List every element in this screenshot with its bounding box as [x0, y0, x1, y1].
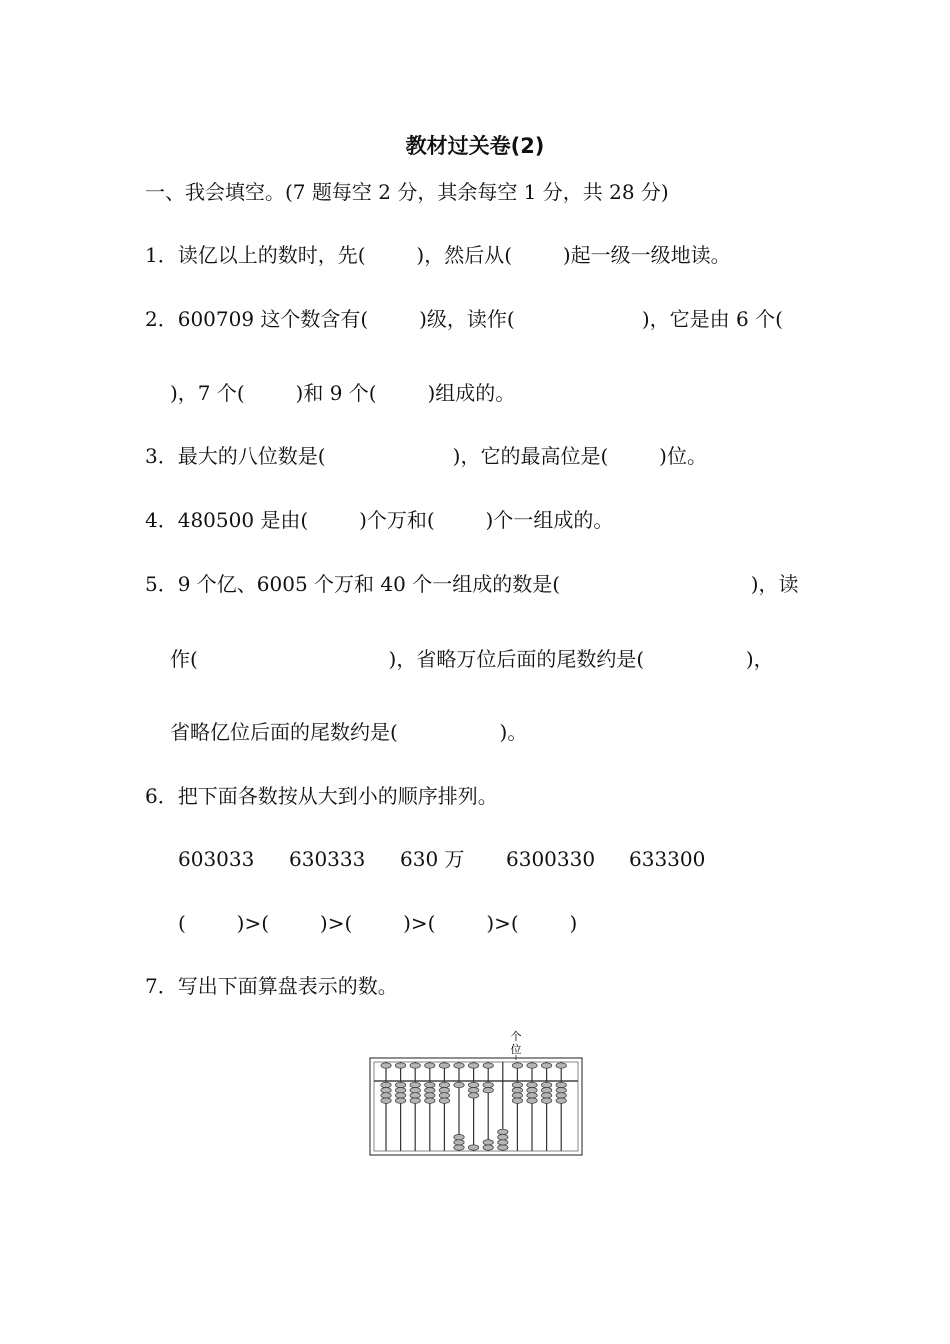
number-5: 633300: [629, 847, 706, 871]
abacus-lower-bead-counted: [425, 1082, 435, 1087]
abacus-lower-bead-counted: [439, 1088, 449, 1093]
abacus-lower-bead-counted: [410, 1082, 420, 1087]
page-title: 教材过关卷(2): [405, 134, 545, 158]
question-2-line-1: 2．600709 这个数含有( )级，读作( )，它是由 6 个(: [145, 307, 783, 331]
abacus-lower-bead-counted: [512, 1088, 522, 1093]
ordering-blanks: ( )>( )>( )>( )>( ): [178, 911, 578, 935]
abacus-lower-bead-counted: [527, 1093, 537, 1098]
question-3: 3．最大的八位数是( )，它的最高位是( )位。: [145, 444, 707, 468]
abacus-lower-bead: [454, 1134, 464, 1139]
abacus-lower-bead-counted: [395, 1093, 405, 1098]
abacus-frame: [370, 1058, 582, 1155]
abacus-lower-bead-counted: [381, 1082, 391, 1087]
abacus-lower-bead: [483, 1145, 493, 1150]
abacus-lower-bead-counted: [541, 1082, 551, 1087]
number-3: 630 万: [400, 847, 465, 871]
abacus-lower-bead: [498, 1140, 508, 1145]
abacus-lower-bead-counted: [541, 1098, 551, 1103]
abacus-lower-bead-counted: [395, 1098, 405, 1103]
abacus-lower-bead-counted: [468, 1088, 478, 1093]
abacus-lower-bead-counted: [556, 1088, 566, 1093]
question-5-line-2: 作( )，省略万位后面的尾数约是( )，: [170, 647, 774, 671]
abacus-lower-bead: [454, 1145, 464, 1150]
abacus-lower-bead-counted: [381, 1088, 391, 1093]
abacus-lower-bead-counted: [483, 1082, 493, 1087]
abacus-lower-bead-counted: [541, 1088, 551, 1093]
abacus-upper-bead: [512, 1063, 522, 1068]
abacus-upper-bead: [468, 1063, 478, 1068]
abacus-lower-bead-counted: [512, 1098, 522, 1103]
abacus-lower-bead-counted: [410, 1093, 420, 1098]
abacus-lower-bead-counted: [439, 1082, 449, 1087]
number-4: 6300330: [506, 847, 596, 871]
abacus-upper-bead: [410, 1063, 420, 1068]
abacus-lower-bead-counted: [512, 1093, 522, 1098]
abacus-upper-bead: [439, 1063, 449, 1068]
abacus-lower-bead-counted: [395, 1088, 405, 1093]
abacus-inner-frame: [374, 1062, 578, 1151]
abacus-lower-bead-counted: [527, 1088, 537, 1093]
question-2-line-2: )，7 个( )和 9 个( )组成的。: [170, 381, 516, 405]
abacus-label-wei: 位: [510, 1043, 522, 1056]
abacus-lower-bead-counted: [425, 1088, 435, 1093]
abacus-lower-bead-counted: [556, 1093, 566, 1098]
abacus-upper-bead: [541, 1063, 551, 1068]
abacus-upper-bead: [483, 1063, 493, 1068]
abacus-lower-bead-counted: [410, 1088, 420, 1093]
abacus: [368, 1030, 584, 1158]
abacus-lower-bead-counted: [425, 1093, 435, 1098]
question-5-line-3: 省略亿位后面的尾数约是( )。: [170, 720, 528, 744]
abacus-lower-bead: [498, 1145, 508, 1150]
abacus-upper-bead: [425, 1063, 435, 1068]
question-4: 4．480500 是由( )个万和( )个一组成的。: [145, 508, 614, 532]
abacus-lower-bead-counted: [425, 1098, 435, 1103]
abacus-lower-bead: [498, 1134, 508, 1139]
abacus-upper-bead: [395, 1063, 405, 1068]
abacus-lower-bead: [498, 1129, 508, 1134]
abacus-lower-bead-counted: [468, 1082, 478, 1087]
abacus-lower-bead: [483, 1140, 493, 1145]
abacus-lower-bead-counted: [556, 1098, 566, 1103]
abacus-lower-bead-counted: [395, 1082, 405, 1087]
question-1: 1．读亿以上的数时，先( )，然后从( )起一级一级地读。: [145, 243, 731, 267]
abacus-label-ge: 个: [510, 1030, 522, 1043]
abacus-lower-bead-counted: [439, 1098, 449, 1103]
number-2: 630333: [289, 847, 366, 871]
abacus-upper-bead: [556, 1063, 566, 1068]
abacus-lower-bead-counted: [439, 1093, 449, 1098]
abacus-lower-bead-counted: [468, 1093, 478, 1098]
question-6: 6．把下面各数按从大到小的顺序排列。: [145, 784, 498, 808]
abacus-lower-bead-counted: [381, 1098, 391, 1103]
abacus-lower-bead-counted: [381, 1093, 391, 1098]
abacus-lower-bead-counted: [556, 1082, 566, 1087]
abacus-lower-bead-counted: [512, 1082, 522, 1087]
abacus-upper-bead: [527, 1063, 537, 1068]
abacus-lower-bead-counted: [483, 1088, 493, 1093]
abacus-upper-bead: [454, 1063, 464, 1068]
abacus-lower-bead-counted: [454, 1082, 464, 1087]
section-heading: 一、我会填空。(7 题每空 2 分，其余每空 1 分，共 28 分): [145, 180, 669, 204]
abacus-upper-bead: [381, 1063, 391, 1068]
abacus-lower-bead-counted: [410, 1098, 420, 1103]
question-5-line-1: 5．9 个亿、6005 个万和 40 个一组成的数是( )，读: [145, 572, 799, 596]
abacus-lower-bead-counted: [527, 1082, 537, 1087]
abacus-lower-bead-counted: [527, 1098, 537, 1103]
question-7: 7．写出下面算盘表示的数。: [145, 974, 398, 998]
abacus-lower-bead-counted: [541, 1093, 551, 1098]
abacus-lower-bead: [468, 1145, 478, 1150]
number-1: 603033: [178, 847, 255, 871]
abacus-lower-bead: [454, 1140, 464, 1145]
